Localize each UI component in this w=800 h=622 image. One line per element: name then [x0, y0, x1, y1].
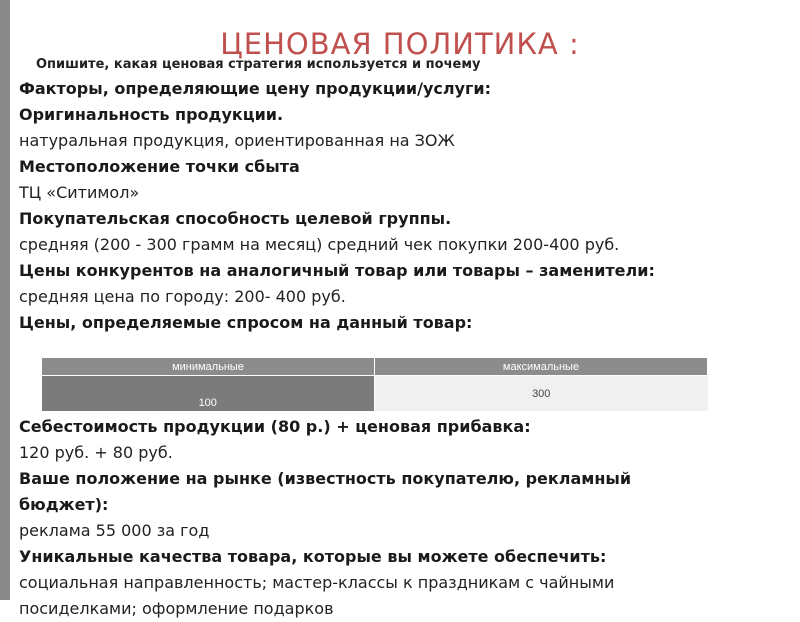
text-line: реклама 55 000 за год	[19, 521, 210, 540]
heading-line: Оригинальность продукции.	[19, 105, 284, 124]
heading-line: Цены, определяемые спросом на данный товар:	[19, 313, 473, 332]
body-lines-after-table	[19, 414, 779, 622]
heading-line: Местоположение точки сбыта	[19, 157, 300, 176]
heading-line: Себестоимость продукции (80 р.) + ценовая прибавка:	[19, 417, 531, 436]
text-line: 120 руб. + 80 руб.	[19, 443, 173, 462]
heading-line: Цены конкурентов на аналогичный товар или товары – заменители:	[19, 261, 655, 280]
price-table-value-row	[42, 376, 708, 412]
header-max: максимальные	[375, 358, 708, 376]
text-line: средняя (200 - 300 грамм на месяц) средний чек покупки 200-400 руб.	[19, 235, 620, 254]
heading-line: Факторы, определяющие цену продукции/услуги:	[19, 79, 491, 98]
text-line: натуральная продукция, ориентированная на ЗОЖ	[19, 131, 455, 150]
heading-line: бюджет):	[19, 495, 109, 514]
heading-line: Покупательская способность целевой группы.	[19, 209, 452, 228]
body-lines-before-table	[19, 76, 779, 336]
price-range-table	[41, 357, 708, 411]
text-line: средняя цена по городу: 200- 400 руб.	[19, 287, 346, 306]
price-table-header-row	[42, 358, 708, 376]
slide-title: ЦЕНОВАЯ ПОЛИТИКА :	[220, 27, 580, 62]
value-min: 100	[42, 376, 375, 412]
heading-line: Уникальные качества товара, которые вы можете обеспечить:	[19, 547, 607, 566]
heading-line: Ваше положение на рынке (известность покупателю, рекламный	[19, 469, 632, 488]
slide-subtitle: Опишите, какая ценовая стратегия используется и почему	[36, 57, 481, 72]
header-min: минимальные	[42, 358, 375, 376]
text-line: социальная направленность; мастер-классы к праздникам с чайными	[19, 573, 615, 592]
text-line: посиделками; оформление подарков	[19, 599, 334, 618]
left-accent-bar	[0, 0, 10, 600]
slide-body	[19, 76, 779, 622]
text-line: ТЦ «Ситимол»	[19, 183, 140, 202]
value-max: 300	[375, 376, 708, 412]
